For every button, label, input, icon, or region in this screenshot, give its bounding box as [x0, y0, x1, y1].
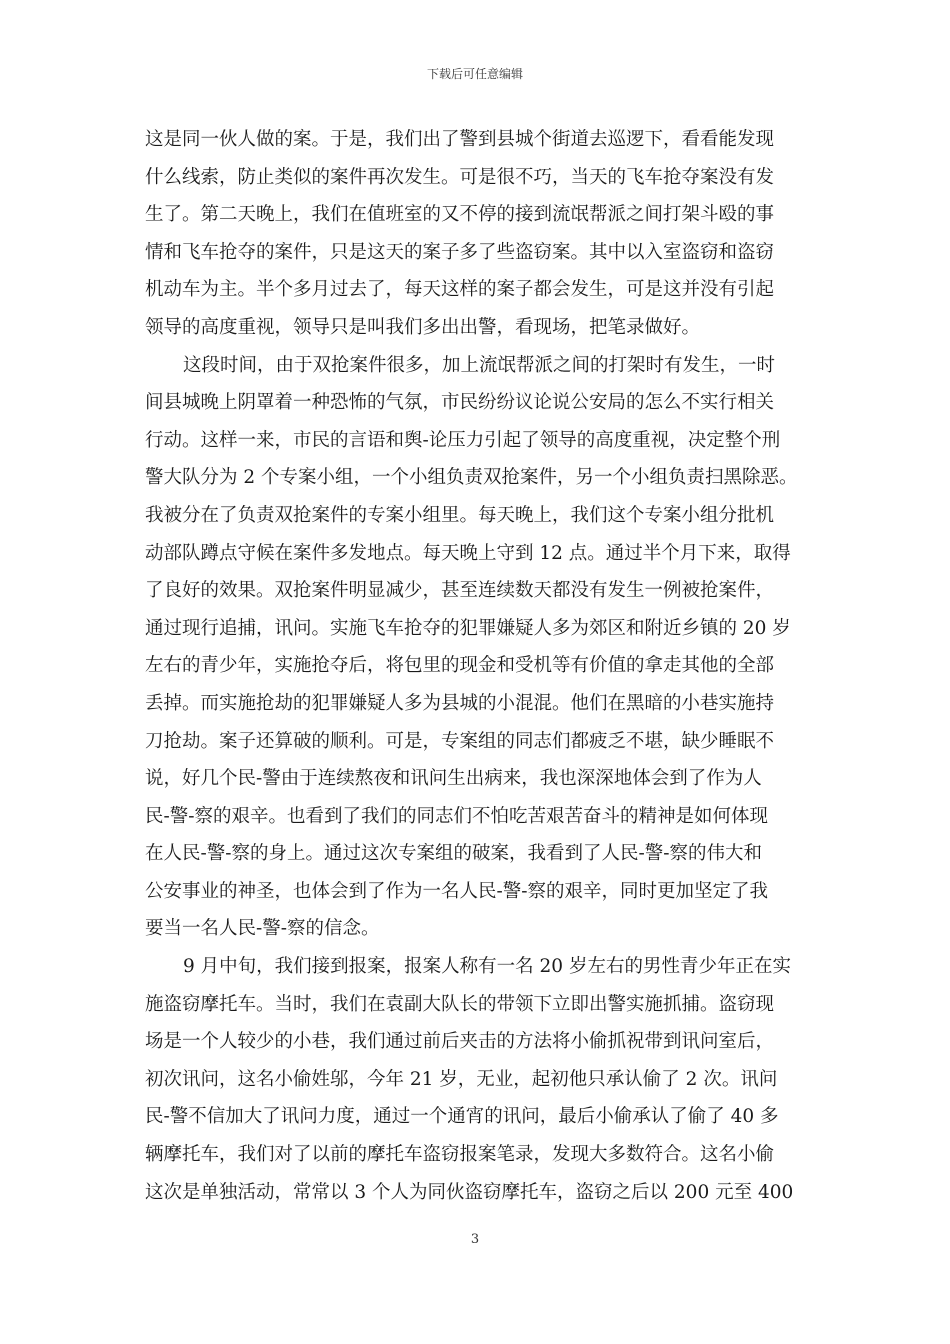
text-line: 丢掉。而实施抢劫的犯罪嫌疑人多为县城的小混混。他们在黑暗的小巷实施持 [145, 692, 775, 714]
text-line: 警大队分为 2 个专案小组，一个小组负责双抢案件，另一个小组负责扫黑除恶。 [145, 467, 798, 489]
text-line: 生了。第二天晚上，我们在值班室的又不停的接到流氓帮派之间打架斗殴的事 [145, 204, 775, 226]
text-line: 场是一个人较少的小巷，我们通过前后夹击的方法将小偷抓祝带到讯问室后， [145, 1031, 775, 1053]
text-line: 这次是单独活动，常常以 3 个人为同伙盗窃摩托车，盗窃之后以 200 元至 400 [145, 1181, 794, 1203]
text-line: 9 月中旬，我们接到报案，报案人称有一名 20 岁左右的男性青少年正在实 [183, 956, 791, 978]
text-line: 这段时间，由于双抢案件很多，加上流氓帮派之间的打架时有发生，一时 [183, 354, 776, 376]
text-line: 说，好几个民-警由于连续熬夜和讯问生出病来，我也深深地体会到了作为人 [145, 768, 762, 790]
text-line: 施盗窃摩托车。当时，我们在袁副大队长的带领下立即出警实施抓捕。盗窃现 [145, 993, 775, 1015]
text-line: 刀抢劫。案子还算破的顺利。可是，专案组的同志们都疲乏不堪，缺少睡眠不 [145, 730, 775, 752]
text-line: 在人民-警-察的身上。通过这次专案组的破案，我看到了人民-警-察的伟大和 [145, 843, 763, 865]
text-line: 情和飞车抢夺的案件，只是这天的案子多了些盗窃案。其中以入室盗窃和盗窃 [145, 241, 775, 263]
paragraph-3 [145, 948, 809, 1211]
text-line: 民-警-察的艰辛。也看到了我们的同志们不怕吃苦艰苦奋斗的精神是如何体现 [145, 805, 769, 827]
text-line: 公安事业的神圣，也体会到了作为一名人民-警-察的艰辛，同时更加坚定了我 [145, 880, 769, 902]
text-line: 我被分在了负责双抢案件的专案小组里。每天晚上，我们这个专案小组分批机 [145, 504, 775, 526]
paragraph-1 [145, 121, 809, 347]
text-line: 机动车为主。半个多月过去了，每天这样的案子都会发生，可是这并没有引起 [145, 279, 775, 301]
text-line: 间县城晚上阴罩着一种恐怖的气氛，市民纷纷议论说公安局的怎么不实行相关 [145, 392, 775, 414]
text-line: 民-警不信加大了讯问力度，通过一个通宵的讯问，最后小偷承认了偷了 40 多 [145, 1106, 779, 1128]
text-line: 这是同一伙人做的案。于是，我们出了警到县城个街道去巡逻下，看看能发现 [145, 129, 775, 150]
paragraph-2 [145, 347, 809, 949]
text-line: 领导的高度重视，领导只是叫我们多出出警，看现场，把笔录做好。 [145, 316, 701, 338]
document-body [145, 121, 809, 1211]
text-line: 什么线索，防止类似的案件再次发生。可是很不巧，当天的飞车抢夺案没有发 [145, 166, 775, 188]
text-line: 左右的青少年，实施抢夺后，将包里的现金和受机等有价值的拿走其他的全部 [145, 655, 775, 677]
text-line: 通过现行追捕，讯问。实施飞车抢夺的犯罪嫌疑人多为郊区和附近乡镇的 20 岁 [145, 617, 791, 639]
text-line: 动部队蹲点守候在案件多发地点。每天晚上守到 12 点。通过半个月下来，取得 [145, 542, 791, 564]
text-line: 要当一名人民-警-察的信念。 [145, 918, 380, 940]
page-header-note: 下载后可任意编辑 [426, 67, 523, 81]
page-number: 3 [470, 1232, 480, 1247]
text-line: 辆摩托车，我们对了以前的摩托车盗窃报案笔录，发现大多数符合。这名小偷 [145, 1144, 775, 1166]
text-line: 初次讯问，这名小偷姓邬，今年 21 岁，无业，起初他只承认偷了 2 次。讯问 [145, 1068, 778, 1090]
text-line: 了良好的效果。双抢案件明显减少，甚至连续数天都没有发生一例被抢案件， [145, 580, 775, 602]
text-line: 行动。这样一来，市民的言语和舆-论压力引起了领导的高度重视，决定整个刑 [145, 429, 781, 451]
